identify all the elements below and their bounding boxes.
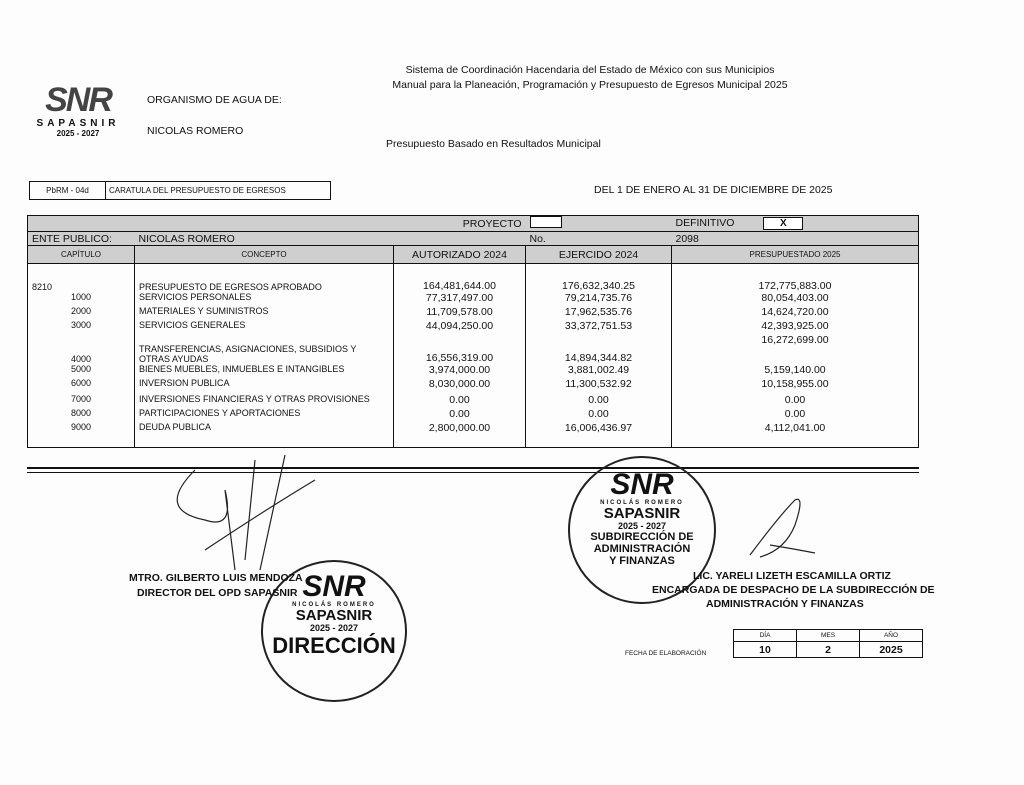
date-label: FECHA DE ELABORACIÓN [625,650,707,657]
row-presupuestado: 0.00 [672,408,919,422]
stamp-line1: SUBDIRECCIÓN DE [590,531,694,543]
dia-label: DÍA [734,630,797,642]
no-value: 2098 [675,232,699,245]
row-ejercido: 0.00 [526,408,672,422]
row-ejercido: 3,881,002.49 [526,364,672,378]
right-signer-title-2: ADMINISTRACIÓN Y FINANZAS [706,598,864,610]
row-concepto: SERVICIOS PERSONALES [135,292,394,306]
row-concepto: TRANSFERENCIAS, ASIGNACIONES, SUBSIDIOS Y OTRAS AYUDAS [135,334,394,364]
logo-letters: SNR [45,81,111,119]
row-capitulo: 7000 [70,393,92,404]
date-table [733,629,923,658]
row-concepto: MATERIALES Y SUMINISTROS [135,306,394,320]
row-ejercido: 176,632,340.25 [526,264,672,292]
row-autorizado: 0.00 [394,408,526,422]
table-row [28,378,919,394]
stamp-name: SAPASNIR [603,505,681,522]
col-capitulo: CAPÍTULO [60,250,101,259]
row-ejercido: 33,372,751.53 [526,320,672,334]
row-capitulo: 9000 [70,421,92,432]
stamp-line2: ADMINISTRACIÓN [593,543,691,555]
row-capitulo: 8210 [32,281,53,292]
row-ejercido: 16,006,436.97 [526,422,672,448]
col-autorizado: AUTORIZADO 2024 [394,246,526,264]
form-code: PbRM - 04d [30,182,106,199]
row-capitulo: 8000 [70,407,92,418]
table-body [28,264,919,448]
ente-label: ENTE PUBLICO: [32,232,112,245]
row-concepto: SERVICIOS GENERALES [135,320,394,334]
row-autorizado: 0.00 [394,394,526,408]
stamp-line3: Y FINANZAS [609,555,675,567]
col-ejercido: EJERCIDO 2024 [526,246,672,264]
row-concepto: PARTICIPACIONES Y APORTACIONES [135,408,394,422]
period: DEL 1 DE ENERO AL 31 DE DICIEMBRE DE 2025 [594,184,833,196]
dia-value: 10 [734,642,797,658]
right-signer-title-1: ENCARGADA DE DESPACHO DE LA SUBDIRECCIÓN DE [652,584,935,596]
left-signer-name: MTRO. GILBERTO LUIS MENDOZA [129,572,303,584]
no-label: No. [529,232,546,245]
proyecto-label: PROYECTO [462,217,522,230]
stamp-letters: SNR [610,468,674,501]
org-label: ORGANISMO DE AGUA DE: [147,94,282,106]
row-autorizado: 2,800,000.00 [394,422,526,448]
table-row [28,394,919,408]
table-row [28,364,919,378]
row-autorizado: 164,481,644.00 [394,264,526,292]
row-capitulo: 4000 [70,353,92,364]
right-signature [740,495,820,565]
mes-value: 2 [797,642,860,658]
row-capitulo: 6000 [70,377,92,388]
stamp-line1: DIRECCIÓN [272,633,396,658]
table-row [28,408,919,422]
stamp-years: 2025 - 2027 [309,623,359,633]
row-presupuestado: 42,393,925.00 [672,320,919,334]
row-autorizado: 44,094,250.00 [394,320,526,334]
row-ejercido: 0.00 [526,394,672,408]
definitivo-label: DEFINITIVO [675,217,735,229]
row-concepto: INVERSIONES FINANCIERAS Y OTRAS PROVISIONES [135,394,394,408]
divider [27,467,919,473]
table-row [28,320,919,334]
row-presupuestado: 4,112,041.00 [672,422,919,448]
form-title: CARATULA DEL PRESUPUESTO DE EGRESOS [109,186,286,195]
row-presupuestado: 5,159,140.00 [672,364,919,378]
row-capitulo: 1000 [70,291,92,302]
row-presupuestado: 16,272,699.00 [672,334,919,364]
left-signer-title: DIRECTOR DEL OPD SAPASNIR [137,587,298,599]
table-row [28,306,919,320]
row-autorizado: 11,709,578.00 [394,306,526,320]
row-presupuestado: 80,054,403.00 [672,292,919,306]
row-capitulo: 2000 [70,305,92,316]
table-row [28,292,919,306]
stamp-years: 2025 - 2027 [617,521,667,531]
logo-years: 2025 - 2027 [56,129,100,138]
row-concepto: PRESUPUESTO DE EGRESOS APROBADO [135,264,394,292]
logo-name: SAPASNIR [36,118,120,129]
row-concepto: INVERSION PUBLICA [135,378,394,394]
row-concepto: DEUDA PUBLICA [135,422,394,448]
row-ejercido: 79,214,735.76 [526,292,672,306]
subtitle: Presupuesto Basado en Resultados Municipal [386,138,601,150]
row-autorizado: 16,556,319.00 [394,334,526,364]
table-row [28,422,919,448]
row-presupuestado: 0.00 [672,394,919,408]
stamp-letters: SNR [302,570,366,603]
row-autorizado: 77,317,497.00 [394,292,526,306]
ano-value: 2025 [860,642,923,658]
table-row [28,264,919,292]
row-presupuestado: 10,158,955.00 [672,378,919,394]
row-concepto: BIENES MUEBLES, INMUEBLES E INTANGIBLES [135,364,394,378]
ano-label: AÑO [860,630,923,642]
col-presupuestado: PRESUPUESTADO 2025 [672,246,919,264]
stamp-name: SAPASNIR [295,607,373,624]
definitivo-checkbox: X [763,217,803,230]
mes-label: MES [797,630,860,642]
row-ejercido: 14,894,344.82 [526,334,672,364]
row-autorizado: 8,030,000.00 [394,378,526,394]
header-line-2: Manual para la Planeación, Programación y Presupuesto de Egresos Municipal 2025 [392,79,788,91]
left-signature [165,450,345,580]
right-signer-name: LIC. YARELI LIZETH ESCAMILLA ORTIZ [693,570,891,582]
budget-table [27,215,919,448]
row-ejercido: 11,300,532.92 [526,378,672,394]
row-presupuestado: 172,775,883.00 [672,264,919,292]
header-line-1: Sistema de Coordinación Hacendaria del Estado de México con sus Municipios [405,64,775,76]
row-presupuestado: 14,624,720.00 [672,306,919,320]
row-capitulo: 3000 [70,319,92,330]
col-concepto: CONCEPTO [135,246,394,264]
logo [28,82,128,144]
table-row [28,334,919,364]
org-name: NICOLAS ROMERO [147,125,244,137]
form-code-box [29,181,331,200]
row-autorizado: 3,974,000.00 [394,364,526,378]
stamp-arc: NICOLÁS ROMERO [600,500,684,506]
stamp-arc: NICOLÁS ROMERO [292,602,376,608]
ente-name: NICOLAS ROMERO [138,232,235,245]
row-ejercido: 17,962,535.76 [526,306,672,320]
row-capitulo: 5000 [70,363,92,374]
proyecto-checkbox [530,216,562,228]
